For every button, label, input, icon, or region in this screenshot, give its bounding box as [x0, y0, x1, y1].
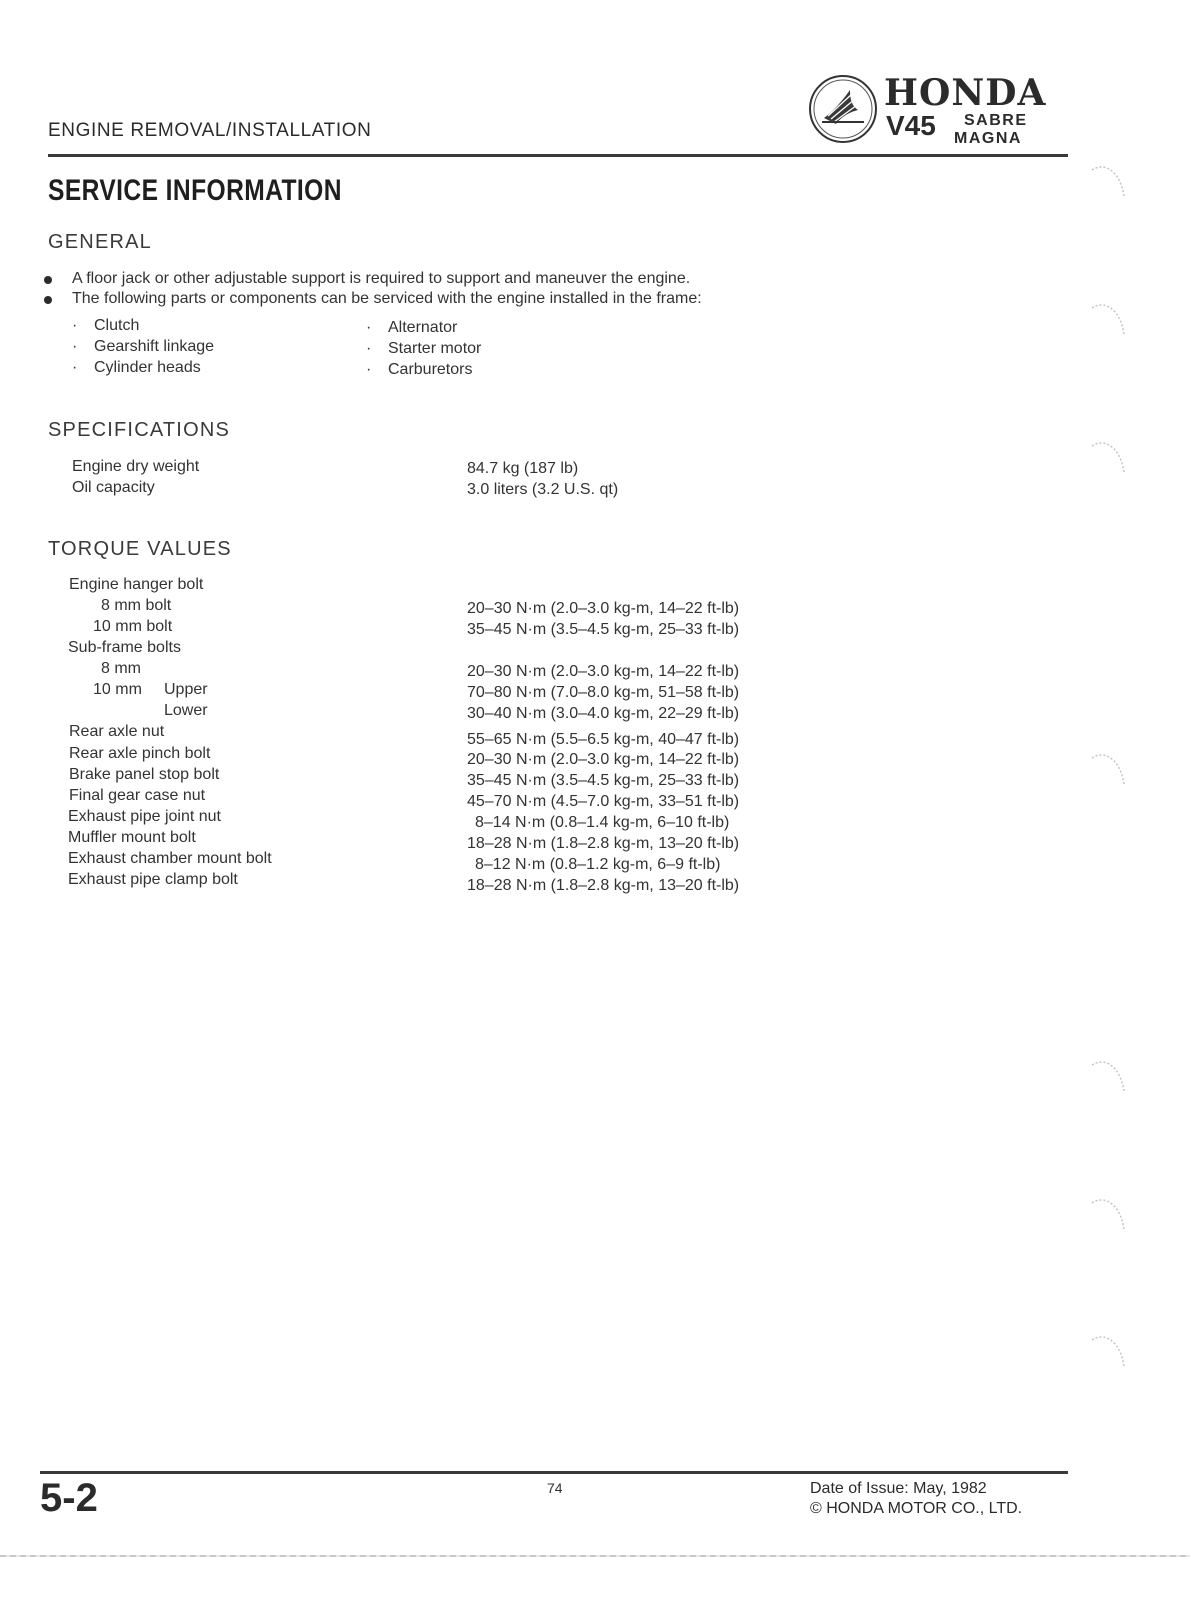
honda-wing-emblem-icon	[806, 72, 880, 146]
component-label: Clutch	[94, 317, 140, 334]
torque-label: Muffler mount bolt	[68, 829, 196, 846]
logo-model-name: V45	[886, 110, 936, 141]
component-label: Carburetors	[388, 361, 473, 378]
bullet-dot-icon	[44, 296, 52, 304]
bullet-text: The following parts or components can be serviced with the engine installed in the frame:	[72, 290, 702, 307]
torque-label: 10 mm bolt	[93, 618, 173, 635]
specifications-heading: SPECIFICATIONS	[48, 419, 231, 441]
torque-label: Upper	[164, 681, 208, 698]
binder-hole-mark-icon	[1090, 1193, 1130, 1243]
torque-label: Brake panel stop bolt	[69, 766, 220, 783]
section-header: ENGINE REMOVAL/INSTALLATION	[48, 120, 372, 141]
torque-label: Sub-frame bolts	[68, 639, 181, 656]
torque-label: 8 mm bolt	[101, 597, 172, 614]
component-item: · Starter motor	[366, 340, 482, 357]
torque-value: 20–30 N·m (2.0–3.0 kg-m, 14–22 ft-lb)	[467, 751, 740, 768]
torque-label: Engine hanger bolt	[69, 576, 204, 593]
binder-hole-mark-icon	[1090, 1330, 1130, 1380]
spec-label: Engine dry weight	[72, 458, 200, 475]
component-label: Cylinder heads	[94, 359, 201, 376]
torque-value: 70–80 N·m (7.0–8.0 kg-m, 51–58 ft-lb)	[467, 684, 740, 701]
torque-label: 8 mm	[101, 660, 141, 677]
spec-value: 3.0 liters (3.2 U.S. qt)	[467, 481, 619, 498]
torque-value: 8–12 N·m (0.8–1.2 kg-m, 6–9 ft-lb)	[475, 856, 721, 873]
torque-label: Lower	[164, 702, 208, 719]
torque-value: 18–28 N·m (1.8–2.8 kg-m, 13–20 ft-lb)	[467, 835, 740, 852]
bullet-text: A floor jack or other adjustable support is required to support and maneuver the engine.	[72, 270, 691, 287]
spec-value: 84.7 kg (187 lb)	[467, 460, 579, 477]
torque-heading: TORQUE VALUES	[48, 538, 232, 560]
component-item: · Alternator	[366, 319, 458, 336]
torque-label: 10 mm	[93, 681, 142, 698]
torque-value: 55–65 N·m (5.5–6.5 kg-m, 40–47 ft-lb)	[467, 731, 740, 748]
header-rule	[48, 154, 1068, 157]
component-label: Starter motor	[388, 340, 482, 357]
torque-value: 35–45 N·m (3.5–4.5 kg-m, 25–33 ft-lb)	[467, 772, 740, 789]
bullet-dot-icon	[44, 276, 52, 284]
torque-value: 35–45 N·m (3.5–4.5 kg-m, 25–33 ft-lb)	[467, 621, 740, 638]
copyright: © HONDA MOTOR CO., LTD.	[810, 1500, 1023, 1517]
logo-variant-sabre: SABRE	[964, 112, 1028, 129]
torque-value: 30–40 N·m (3.0–4.0 kg-m, 22–29 ft-lb)	[467, 705, 740, 722]
torque-label: Exhaust pipe joint nut	[68, 808, 221, 825]
component-label: Gearshift linkage	[94, 338, 215, 355]
component-item: · Gearshift linkage	[72, 338, 215, 355]
torque-value: 18–28 N·m (1.8–2.8 kg-m, 13–20 ft-lb)	[467, 877, 740, 894]
issue-date: Date of Issue: May, 1982	[810, 1480, 987, 1497]
binder-hole-mark-icon	[1090, 436, 1130, 486]
torque-value: 8–14 N·m (0.8–1.4 kg-m, 6–10 ft-lb)	[475, 814, 730, 831]
torque-value: 20–30 N·m (2.0–3.0 kg-m, 14–22 ft-lb)	[467, 600, 740, 617]
torque-label: Final gear case nut	[69, 787, 206, 804]
scan-bottom-edge	[0, 1555, 1190, 1557]
binder-hole-mark-icon	[1090, 748, 1130, 798]
binder-hole-mark-icon	[1090, 298, 1130, 348]
torque-value: 45–70 N·m (4.5–7.0 kg-m, 33–51 ft-lb)	[467, 793, 740, 810]
honda-logo	[806, 72, 1072, 152]
torque-label: Rear axle pinch bolt	[69, 745, 211, 762]
logo-variant-magna: MAGNA	[954, 130, 1022, 147]
binder-hole-mark-icon	[1090, 1055, 1130, 1105]
component-label: Alternator	[388, 319, 458, 336]
component-item: · Cylinder heads	[72, 359, 201, 376]
page-code: 5-2	[40, 1476, 98, 1520]
binder-hole-mark-icon	[1090, 160, 1130, 210]
component-item: · Carburetors	[366, 361, 473, 378]
component-item: · Clutch	[72, 317, 140, 334]
spec-label: Oil capacity	[72, 479, 155, 496]
torque-value: 20–30 N·m (2.0–3.0 kg-m, 14–22 ft-lb)	[467, 663, 740, 680]
torque-label: Exhaust pipe clamp bolt	[68, 871, 238, 888]
page-title: SERVICE INFORMATION	[48, 174, 342, 207]
page-number: 74	[547, 1480, 563, 1496]
torque-label: Exhaust chamber mount bolt	[68, 850, 272, 867]
logo-brand-name: HONDA	[884, 72, 1047, 114]
footer-rule	[40, 1471, 1068, 1474]
torque-label: Rear axle nut	[69, 723, 165, 740]
general-heading: GENERAL	[48, 231, 152, 253]
